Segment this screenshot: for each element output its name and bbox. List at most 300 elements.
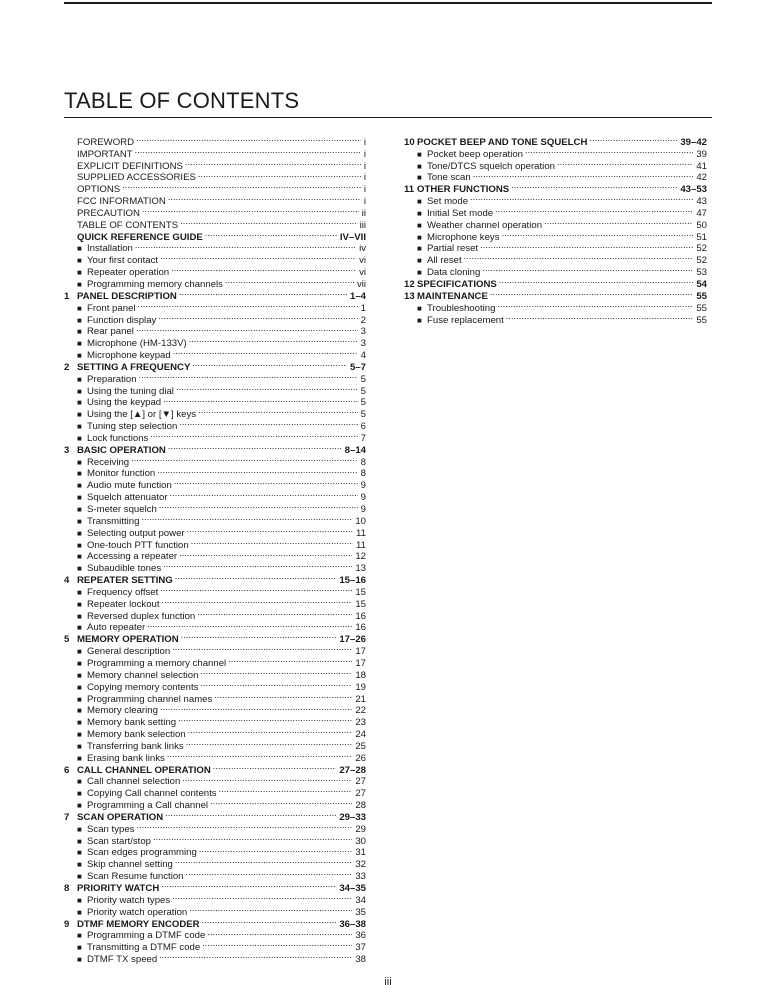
section-number: 11 (404, 184, 415, 196)
entry-label: Repeater operation (87, 267, 170, 279)
entry-label: Fuse replacement (427, 314, 504, 326)
entry-page: i (363, 172, 366, 184)
entry-label: Monitor function (87, 468, 156, 480)
bullet-square-icon: ■ (77, 623, 82, 633)
entry-label: Memory channel selection (87, 669, 199, 681)
dot-leader (470, 192, 693, 204)
dot-leader (192, 358, 347, 370)
entry-page: iv (359, 243, 366, 255)
entry-page: 25 (355, 740, 366, 752)
dot-leader (182, 773, 352, 785)
entry-page: 7 (360, 432, 366, 444)
bullet-square-icon: ■ (77, 410, 82, 420)
section-number: 2 (64, 361, 70, 373)
entry-page: 38 (355, 954, 366, 966)
entry-label: Selecting output power (87, 527, 185, 539)
dot-leader (480, 240, 693, 252)
entry-page: 19 (355, 681, 366, 693)
entry-label: Receiving (87, 456, 130, 468)
entry-page: 55 (696, 314, 707, 326)
entry-page: IV–VII (339, 231, 366, 243)
entry-label: Repeater lockout (87, 598, 160, 610)
entry-label: Programming a DTMF code (87, 930, 206, 942)
entry-label: Preparation (87, 373, 137, 385)
bullet-square-icon: ■ (417, 315, 422, 325)
entry-label: General description (87, 646, 171, 658)
dot-leader (174, 476, 358, 488)
entry-label: FOREWORD (77, 136, 135, 148)
dot-leader (157, 465, 357, 477)
dot-leader (159, 950, 352, 962)
dot-leader (482, 263, 693, 275)
dot-leader (168, 441, 342, 453)
dot-leader (473, 169, 694, 181)
dot-leader (167, 749, 352, 761)
section-number: 10 (404, 136, 415, 148)
dot-leader (175, 571, 337, 583)
bullet-square-icon: ■ (77, 872, 82, 882)
entry-page: 5 (360, 397, 366, 409)
bullet-square-icon: ■ (77, 647, 82, 657)
bullet-square-icon: ■ (417, 232, 422, 242)
section-number: 1 (64, 290, 70, 302)
entry-label: Your first contact (87, 255, 159, 267)
entry-page: 8 (360, 468, 366, 480)
entry-page: 55 (696, 290, 707, 302)
entry-label: Squelch attenuator (87, 492, 168, 504)
entry-label: Rear panel (87, 326, 134, 338)
entry-page: 43 (696, 196, 707, 208)
entry-label: Programming channel names (87, 693, 213, 705)
entry-label: Front panel (87, 302, 136, 314)
entry-label: Using the keypad (87, 397, 162, 409)
entry-label: DTMF MEMORY ENCODER (77, 918, 200, 930)
dot-leader (200, 666, 352, 678)
section-number: 7 (64, 811, 70, 823)
dot-leader (180, 216, 356, 228)
bullet-square-icon: ■ (77, 694, 82, 704)
entry-page: 47 (696, 207, 707, 219)
dot-leader (138, 299, 358, 311)
bullet-square-icon: ■ (77, 611, 82, 621)
entry-page: 9 (360, 492, 366, 504)
dot-leader (160, 251, 356, 263)
bullet-square-icon: ■ (417, 303, 422, 313)
entry-label: Memory clearing (87, 705, 158, 717)
entry-label: Microphone keypad (87, 350, 171, 362)
bullet-square-icon: ■ (77, 931, 82, 941)
entry-page: 43–53 (680, 184, 707, 196)
entry-page: 17–26 (339, 634, 366, 646)
entry-label: DTMF TX speed (87, 954, 158, 966)
dot-leader (135, 240, 356, 252)
dot-leader (228, 654, 352, 666)
entry-label: Function display (87, 314, 157, 326)
toc-right-column (404, 133, 707, 326)
entry-page: 16 (355, 622, 366, 634)
entry-label: Memory bank selection (87, 729, 186, 741)
dot-leader (139, 370, 358, 382)
entry-page: 32 (355, 859, 366, 871)
bullet-square-icon: ■ (77, 824, 82, 834)
bullet-square-icon: ■ (77, 599, 82, 609)
dot-leader (219, 784, 353, 796)
entry-page: 11 (356, 527, 366, 539)
entry-page: 42 (696, 172, 707, 184)
entry-page: i (363, 136, 366, 148)
entry-page: 18 (355, 669, 366, 681)
entry-label: Transmitting a DTMF code (87, 942, 201, 954)
entry-label: OTHER FUNCTIONS (417, 184, 510, 196)
section-number: 5 (64, 634, 70, 646)
section-number: 4 (64, 575, 70, 587)
dot-leader (170, 488, 358, 500)
entry-page: 3 (360, 326, 366, 338)
entry-page: 50 (696, 219, 707, 231)
section-number: 8 (64, 883, 70, 894)
entry-label: Scan start/stop (87, 835, 151, 847)
bullet-square-icon: ■ (77, 481, 82, 491)
entry-page: 5 (360, 373, 366, 385)
dot-leader (160, 583, 352, 595)
bullet-square-icon: ■ (417, 173, 422, 183)
bullet-square-icon: ■ (77, 587, 82, 597)
bullet-square-icon: ■ (77, 469, 82, 479)
entry-label: Using the [▲] or [▼] keys (87, 409, 197, 421)
entry-label: MEMORY OPERATION (77, 634, 179, 646)
entry-label: SPECIFICATIONS (417, 278, 497, 290)
bullet-square-icon: ■ (77, 860, 82, 870)
entry-page: 15 (355, 586, 366, 598)
dot-leader (464, 251, 694, 263)
dot-leader (200, 678, 352, 690)
entry-label: IMPORTANT (77, 148, 133, 160)
dot-leader (199, 844, 352, 856)
dot-leader (142, 204, 359, 216)
bullet-square-icon: ■ (417, 149, 422, 159)
dot-leader (186, 737, 353, 749)
entry-label: Copying memory contents (87, 681, 199, 693)
bullet-square-icon: ■ (77, 268, 82, 278)
entry-page: vi (359, 267, 366, 279)
page-title: TABLE OF CONTENTS (64, 88, 712, 118)
section-number: 9 (64, 918, 70, 930)
entry-label: CALL CHANNEL OPERATION (77, 764, 211, 776)
entry-label: Call channel selection (87, 776, 181, 788)
entry-page: vii (356, 278, 366, 290)
entry-label: Weather channel operation (427, 219, 543, 231)
entry-page: 16 (355, 610, 366, 622)
dot-leader (165, 808, 336, 820)
bullet-square-icon: ■ (77, 540, 82, 550)
entry-label: REPEATER SETTING (77, 575, 173, 587)
dot-leader (175, 855, 352, 867)
bullet-square-icon: ■ (77, 706, 82, 716)
bullet-square-icon: ■ (77, 682, 82, 692)
dot-leader (188, 725, 353, 737)
bullet-square-icon: ■ (77, 895, 82, 905)
entry-label: Scan edges programming (87, 847, 197, 859)
entry-label: Pocket beep operation (427, 148, 524, 160)
dot-leader (187, 524, 353, 536)
entry-label: BASIC OPERATION (77, 444, 166, 456)
entry-label: Lock functions (87, 432, 149, 444)
entry-label: Frequency offset (87, 586, 159, 598)
entry-label: Skip channel setting (87, 859, 173, 871)
bullet-square-icon: ■ (77, 552, 82, 562)
entry-label: Partial reset (427, 243, 479, 255)
entry-label: SUPPLIED ACCESSORIES (77, 172, 196, 184)
entry-label: Programming a Call channel (87, 800, 209, 812)
dot-leader (163, 394, 358, 406)
entry-label: Microphone (HM-133V) (87, 338, 187, 350)
bullet-square-icon: ■ (77, 516, 82, 526)
entry-page: 34 (355, 894, 366, 906)
entry-page: 39–42 (680, 136, 707, 148)
entry-label: SCAN OPERATION (77, 811, 164, 823)
entry-page: 9 (360, 504, 366, 515)
dot-leader (162, 595, 353, 607)
entry-page: 9 (360, 480, 366, 492)
entry-page: iii (359, 219, 366, 231)
entry-page: 6 (360, 421, 366, 433)
entry-label: OPTIONS (77, 184, 121, 196)
entry-page: i (363, 196, 366, 208)
section-number: 13 (404, 290, 415, 302)
entry-label: MAINTENANCE (417, 290, 488, 302)
entry-label: Copying Call channel contents (87, 788, 217, 800)
bullet-square-icon: ■ (77, 730, 82, 740)
entry-label: TABLE OF CONTENTS (77, 219, 179, 231)
entry-page: 23 (355, 717, 366, 729)
entry-page: 11 (356, 539, 366, 551)
dot-leader (163, 559, 352, 571)
entry-page: 4 (360, 350, 366, 362)
entry-page: 28 (355, 800, 366, 812)
dot-leader (490, 287, 693, 299)
entry-page: i (363, 184, 366, 196)
entry-page: 5–7 (349, 361, 366, 373)
section-number: 6 (64, 764, 70, 776)
toc-left-column (64, 133, 366, 966)
bullet-square-icon: ■ (417, 220, 422, 230)
bullet-square-icon: ■ (77, 658, 82, 668)
entry-page: 30 (355, 835, 366, 847)
entry-label: All reset (427, 255, 462, 267)
entry-label: Erasing bank links (87, 752, 165, 764)
entry-label: Memory bank setting (87, 717, 177, 729)
dot-leader (153, 832, 352, 844)
entry-page: 39 (696, 148, 707, 160)
bullet-square-icon: ■ (77, 493, 82, 503)
entry-page: 29 (355, 823, 366, 835)
dot-leader (181, 630, 337, 642)
entry-page: 17 (355, 646, 366, 658)
dot-leader (525, 145, 693, 157)
entry-label: Priority watch operation (87, 906, 188, 918)
entry-label: Programming a memory channel (87, 657, 227, 669)
entry-page: 15–16 (339, 575, 366, 587)
entry-page: ii (361, 207, 366, 219)
dot-leader (179, 287, 347, 299)
dot-leader (172, 891, 352, 903)
dot-leader (189, 334, 358, 346)
entry-page: 51 (696, 231, 707, 243)
entry-label: EXPLICIT DEFINITIONS (77, 160, 183, 172)
entry-page: 35 (355, 906, 366, 918)
entry-page: 1–4 (349, 290, 366, 302)
entry-page: 54 (696, 278, 707, 290)
entry-page: 8 (360, 456, 366, 468)
entry-page: 33 (355, 871, 366, 883)
entry-page: 10 (355, 515, 366, 527)
dot-leader (557, 157, 693, 169)
bullet-square-icon: ■ (77, 718, 82, 728)
toc-entry (404, 133, 707, 148)
bullet-square-icon: ■ (77, 670, 82, 680)
section-number: 3 (64, 444, 70, 456)
dot-leader (198, 405, 358, 417)
entry-page: 5 (360, 385, 366, 397)
bullet-square-icon: ■ (77, 339, 82, 349)
entry-page: i (363, 160, 366, 172)
bullet-square-icon: ■ (417, 197, 422, 207)
entry-label: Scan types (87, 823, 135, 835)
dot-leader (511, 180, 677, 192)
dot-leader (210, 796, 352, 808)
entry-label: Transferring bank links (87, 740, 184, 752)
entry-label: Programming memory channels (87, 278, 223, 290)
bullet-square-icon: ■ (77, 753, 82, 763)
dot-leader (173, 346, 358, 358)
entry-page: 13 (355, 563, 366, 575)
entry-label: Auto repeater (87, 622, 146, 634)
bullet-square-icon: ■ (417, 208, 422, 218)
bullet-square-icon: ■ (77, 303, 82, 313)
dot-leader (213, 761, 337, 773)
dot-leader (197, 607, 352, 619)
bullet-square-icon: ■ (417, 244, 422, 254)
dot-leader (191, 536, 353, 548)
dot-leader (202, 915, 337, 927)
dot-leader (495, 204, 693, 216)
entry-label: Installation (87, 243, 133, 255)
entry-page: i (363, 148, 366, 160)
dot-leader (186, 867, 353, 879)
entry-page: 21 (355, 693, 366, 705)
entry-label: Microphone keys (427, 231, 500, 243)
entry-label: SETTING A FREQUENCY (77, 361, 191, 373)
dot-leader (179, 548, 352, 560)
dot-leader (141, 512, 352, 524)
bullet-square-icon: ■ (77, 801, 82, 811)
bullet-square-icon: ■ (77, 528, 82, 538)
dot-leader (185, 157, 361, 169)
entry-page: 27 (355, 776, 366, 788)
dot-leader (136, 133, 361, 145)
entry-page: 41 (696, 160, 707, 172)
bullet-square-icon: ■ (77, 244, 82, 254)
entry-label: POCKET BEEP AND TONE SQUELCH (417, 136, 588, 148)
bullet-square-icon: ■ (417, 256, 422, 266)
entry-label: Priority watch types (87, 894, 171, 906)
entry-label: Tuning step selection (87, 421, 178, 433)
bullet-square-icon: ■ (77, 836, 82, 846)
entry-page: 52 (696, 255, 707, 267)
bullet-square-icon: ■ (77, 505, 82, 514)
bullet-square-icon: ■ (77, 315, 82, 325)
entry-label: FCC INFORMATION (77, 196, 166, 208)
bullet-square-icon: ■ (77, 564, 82, 574)
entry-label: Data cloning (427, 267, 481, 279)
dot-leader (502, 228, 694, 240)
entry-page: 27 (355, 788, 366, 800)
dot-leader (225, 275, 354, 287)
entry-page: 34–35 (339, 883, 366, 894)
entry-label: Troubleshooting (427, 302, 496, 314)
entry-page: 2 (360, 314, 366, 326)
entry-label: Scan Resume function (87, 871, 184, 883)
bullet-square-icon: ■ (77, 374, 82, 384)
dot-leader (214, 690, 352, 702)
dot-leader (172, 642, 352, 654)
entry-label: Subaudible tones (87, 563, 162, 575)
entry-label: Tone scan (427, 172, 471, 184)
dot-leader (589, 133, 677, 145)
entry-page: 12 (355, 551, 366, 563)
page-number: iii (384, 976, 392, 988)
bullet-square-icon: ■ (77, 943, 82, 953)
entry-page: 8–14 (344, 444, 366, 456)
bullet-square-icon: ■ (77, 457, 82, 467)
dot-leader (122, 180, 361, 192)
entry-label: Using the tuning dial (87, 385, 174, 397)
bullet-square-icon: ■ (77, 327, 82, 337)
toc-entry (64, 133, 366, 148)
bullet-square-icon: ■ (77, 907, 82, 917)
entry-label: Accessing a repeater (87, 551, 178, 563)
entry-page: 36–38 (339, 918, 366, 930)
entry-label: Transmitting (87, 515, 140, 527)
dot-leader (135, 145, 361, 157)
dot-leader (189, 903, 352, 915)
dot-leader (159, 500, 358, 512)
dot-leader (147, 619, 352, 631)
bullet-square-icon: ■ (77, 433, 82, 443)
entry-page: 29–33 (339, 811, 366, 823)
entry-label: PRIORITY WATCH (77, 883, 160, 894)
entry-label: Initial Set mode (427, 207, 494, 219)
entry-page: 17 (355, 657, 366, 669)
dot-leader (150, 429, 357, 441)
dot-leader (131, 453, 358, 465)
bullet-square-icon: ■ (77, 398, 82, 408)
dot-leader (161, 879, 336, 891)
entry-page: 1 (360, 302, 366, 314)
entry-label: Reversed duplex function (87, 610, 196, 622)
entry-page: 26 (355, 752, 366, 764)
dot-leader (168, 192, 361, 204)
entry-label: Set mode (427, 196, 469, 208)
dot-leader (207, 927, 352, 939)
dot-leader (136, 820, 352, 832)
entry-label: One-touch PTT function (87, 539, 189, 551)
entry-label: QUICK REFERENCE GUIDE (77, 231, 203, 243)
entry-page: 37 (355, 942, 366, 954)
bullet-square-icon: ■ (77, 848, 82, 858)
dot-leader (499, 275, 694, 287)
bullet-square-icon: ■ (417, 161, 422, 171)
